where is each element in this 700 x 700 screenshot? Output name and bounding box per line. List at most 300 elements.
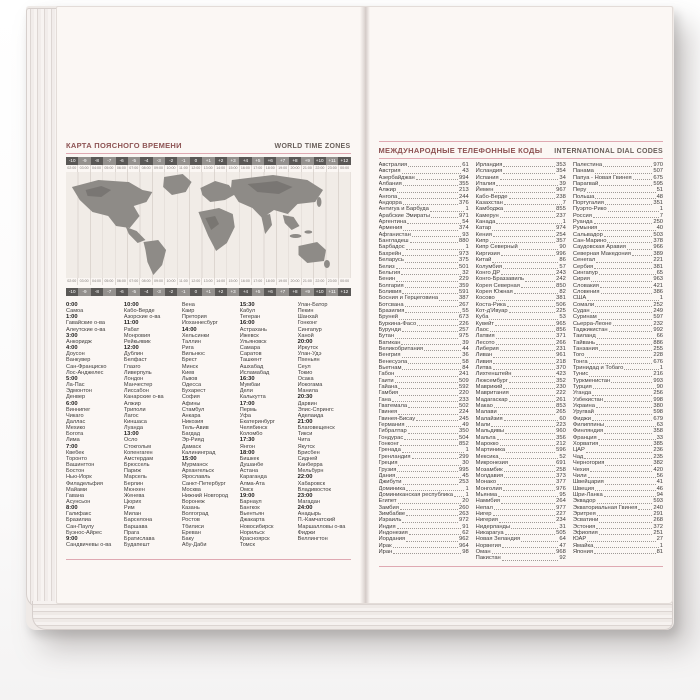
dial-code-value: 961 — [556, 352, 566, 359]
timezone-time-header: 10:00 — [123, 302, 139, 308]
dial-code-value: 501 — [459, 263, 469, 270]
country-name: Ангола — [378, 193, 398, 200]
dial-code-value: 299 — [459, 453, 469, 460]
dial-code-value: 853 — [556, 403, 566, 410]
dial-code-value: 41 — [656, 479, 663, 486]
dial-code-value: 977 — [556, 504, 566, 511]
local-time-cell: 21:00 — [301, 278, 313, 285]
timezone-city: Одесса — [181, 382, 202, 389]
timezone-city: Гавана — [66, 492, 85, 499]
dot-leader — [402, 369, 461, 370]
country-name: Латвия — [475, 333, 495, 340]
country-name: Гвинея-Бисау — [378, 415, 416, 422]
timezone-city: Дублин — [123, 351, 144, 358]
dial-code-value: 90 — [559, 244, 566, 251]
timezone-city: Мехико — [66, 425, 86, 432]
dial-code-value: 233 — [459, 396, 469, 403]
dot-leader — [399, 319, 458, 320]
dial-code-value: 381 — [653, 263, 663, 270]
dot-leader — [594, 268, 652, 269]
utc-offset-cell: -9 — [78, 288, 90, 296]
dial-code-value: 359 — [459, 282, 469, 289]
timezone-city: Рабат — [123, 326, 140, 333]
dial-code-value: 967 — [556, 187, 566, 194]
dial-code-value: 225 — [556, 307, 566, 314]
country-name: Бельгия — [378, 269, 401, 276]
dot-leader — [591, 312, 653, 313]
dot-leader — [605, 426, 656, 427]
dial-code-entry — [476, 555, 566, 561]
timezone-city: Токио — [297, 369, 313, 376]
dial-code-value: 243 — [556, 269, 566, 276]
timezone-city: Триполи — [123, 406, 146, 413]
dot-leader — [496, 338, 555, 339]
local-time-cell: 00:00 — [338, 165, 350, 172]
timezone-city: Лиссабон — [123, 388, 149, 395]
dot-leader — [500, 217, 555, 218]
dial-code-value: 264 — [556, 498, 566, 505]
timezone-city: Якутск — [297, 443, 315, 450]
dot-leader — [406, 249, 465, 250]
country-name: Либерия — [475, 345, 499, 352]
timezone-city: Канарские о-ва — [123, 394, 164, 401]
utc-offset-cell: -3 — [153, 288, 165, 296]
country-name: Бруней — [378, 314, 399, 321]
country-name: Дания — [378, 472, 396, 479]
country-name: Монако — [475, 479, 497, 486]
local-time-cell: 17:00 — [251, 278, 263, 285]
dot-leader — [599, 274, 656, 275]
country-name: Иордания — [378, 536, 406, 543]
timezone-city: Саратов — [239, 351, 262, 358]
dot-leader — [595, 173, 652, 174]
dot-leader — [403, 185, 458, 186]
timezone-city: Париж — [123, 468, 142, 475]
utc-offset-cell: -10 — [66, 288, 78, 296]
timezone-city: Самоа — [66, 308, 84, 315]
utc-offset-cell: -8 — [91, 157, 103, 165]
timezone-city: Душанбе — [239, 462, 264, 469]
dial-code-value: 36 — [462, 352, 469, 359]
dot-leader — [633, 179, 653, 180]
dial-code-value: 377 — [556, 479, 566, 486]
dot-leader — [598, 319, 653, 320]
utc-offset-cell: +11 — [326, 288, 338, 296]
dot-leader — [512, 376, 555, 377]
country-name: Сомали — [572, 301, 595, 308]
country-name: Монголия — [475, 485, 502, 492]
dot-leader — [396, 477, 461, 478]
timezone-city: Белфаст — [123, 357, 147, 364]
timezone-city: Буэнос-Айрес — [66, 529, 102, 536]
dial-code-value: 358 — [653, 428, 663, 435]
country-name: Румыния — [572, 225, 598, 232]
dial-code-value: 222 — [556, 390, 566, 397]
timezone-city: Мюнхен — [123, 486, 145, 493]
dial-code-value: 216 — [653, 371, 663, 378]
country-name: Бангладеш — [378, 238, 409, 245]
dial-code-value: 1 — [659, 365, 663, 371]
timezone-city: Киншаса — [123, 418, 147, 425]
country-name: Кения — [475, 231, 492, 238]
timezone-city: Азорские о-ва — [123, 314, 161, 321]
dial-code-value: 213 — [459, 187, 469, 194]
dot-leader — [594, 553, 656, 554]
local-time-cell: 03:00 — [77, 165, 89, 172]
dot-leader — [507, 306, 555, 307]
dot-leader — [601, 293, 653, 294]
dot-leader — [396, 268, 458, 269]
timezone-city: Вашингтон — [66, 462, 95, 469]
dot-leader — [417, 325, 458, 326]
timezone-city: Ла-Пас — [66, 382, 85, 389]
local-time-cell: 14:00 — [214, 165, 226, 172]
dot-leader — [497, 439, 556, 440]
timezone-city: Караганда — [239, 474, 267, 481]
timezone-time-header: 20:30 — [297, 394, 313, 401]
dot-leader — [592, 395, 652, 396]
dial-code-value: 51 — [656, 187, 663, 194]
dial-code-value: 223 — [556, 422, 566, 429]
dial-code-value: 7 — [659, 212, 663, 219]
dial-code-value: 852 — [459, 441, 469, 448]
timezone-city: Астана — [239, 468, 259, 475]
timezone-city: Брест — [181, 357, 198, 364]
country-name: Кувейт — [475, 320, 495, 327]
dot-leader — [586, 452, 652, 453]
dial-code-value: 254 — [556, 231, 566, 238]
country-name: Бурунди — [378, 326, 401, 333]
dial-code-value: 229 — [459, 276, 469, 283]
country-name: Уганда — [572, 390, 592, 397]
dot-leader — [591, 281, 652, 282]
country-name: Польша — [572, 193, 595, 200]
dial-code-value: 228 — [653, 352, 663, 359]
local-time-cell: 19:00 — [276, 165, 288, 172]
country-name: Чили — [572, 472, 587, 479]
country-name: США — [572, 295, 587, 302]
dot-leader — [406, 541, 458, 542]
country-name: Венгрия — [378, 352, 401, 359]
dot-leader — [627, 249, 652, 250]
country-name: Ватикан — [378, 339, 401, 346]
timezone-city: Воронеж — [181, 499, 205, 505]
dial-code-value: 92 — [559, 555, 566, 562]
dial-code-value: 964 — [459, 542, 469, 549]
dot-leader — [397, 192, 458, 193]
dot-leader — [604, 401, 652, 402]
dot-leader — [504, 420, 559, 421]
dot-leader — [595, 306, 652, 307]
timezone-city: Квебек — [66, 449, 84, 456]
dial-code-value: 591 — [459, 288, 469, 295]
timezone-city: Луанда — [123, 425, 143, 432]
country-name: Лихтенштейн — [475, 371, 512, 378]
dial-code-value: 676 — [653, 358, 663, 365]
dot-leader — [402, 452, 465, 453]
timezone-city: Новосибирск — [239, 523, 274, 530]
country-name: Гана — [378, 396, 391, 403]
dot-leader — [401, 274, 461, 275]
dot-leader — [494, 509, 555, 510]
dot-leader — [509, 401, 556, 402]
timezone-city: Лагос — [123, 412, 139, 419]
dot-leader — [593, 388, 656, 389]
country-name: Гватемала — [378, 403, 408, 410]
dial-code-value: 34 — [559, 174, 566, 181]
timezone-city: Элис-Спрингс — [297, 406, 334, 413]
dial-code-value: 40 — [656, 225, 663, 232]
dial-code-value: 27 — [656, 536, 663, 543]
timezone-city: Барселона — [123, 517, 153, 524]
dot-leader — [587, 541, 655, 542]
utc-offset-cell: +1 — [202, 288, 214, 296]
timezone-city: Норильск — [239, 529, 265, 536]
dot-leader — [593, 217, 659, 218]
country-name: Сербия — [572, 263, 594, 270]
timezone-city: Женева — [123, 492, 145, 499]
dial-code-value: 257 — [459, 326, 469, 333]
dot-leader — [494, 192, 555, 193]
dial-code-value: 1 — [465, 244, 469, 251]
timezone-city: Баку — [181, 535, 194, 542]
dial-code-column — [379, 162, 469, 564]
timezone-city: Уфа — [239, 412, 251, 419]
timezone-city: Стамбул — [181, 406, 205, 413]
dial-code-value: 380 — [653, 403, 663, 410]
dial-code-value: 373 — [556, 472, 566, 479]
utc-offset-cell: +5 — [252, 288, 264, 296]
local-time-cell: 17:00 — [251, 165, 263, 172]
dial-code-value: 423 — [556, 371, 566, 378]
utc-offset-cell: -9 — [78, 157, 90, 165]
timezone-city: Копенгаген — [123, 449, 153, 456]
dial-code-value: 49 — [462, 422, 469, 429]
dial-code-value: 32 — [462, 269, 469, 276]
dot-leader — [503, 490, 555, 491]
dial-code-value: 234 — [556, 517, 566, 524]
dot-leader — [431, 217, 458, 218]
local-time-cell: 21:00 — [301, 165, 313, 172]
dot-leader — [395, 376, 458, 377]
dial-code-value: 970 — [653, 162, 663, 168]
utc-offset-cell: +6 — [264, 157, 276, 165]
utc-offset-cell: -4 — [140, 157, 152, 165]
dial-code-value: 1 — [465, 485, 469, 492]
dial-code-value: 47 — [559, 542, 566, 549]
local-time-cell: 09:00 — [152, 278, 164, 285]
country-name: Беларусь — [378, 257, 404, 264]
book-spread — [56, 6, 673, 604]
country-name: Китай — [475, 257, 492, 264]
timezone-city: Бостон — [66, 468, 85, 475]
timezone-city: Пхеньян — [297, 357, 320, 364]
timezone-city: Багдад — [181, 431, 201, 438]
dial-code-value: 372 — [653, 523, 663, 530]
country-name: Гайана — [378, 384, 398, 391]
dial-code-value: 64 — [559, 536, 566, 543]
local-time-cell: 20:00 — [288, 278, 300, 285]
country-name: Мальта — [475, 434, 496, 441]
dot-leader — [605, 204, 652, 205]
country-name: Мозамбик — [475, 466, 503, 473]
timezone-time-header: 15:00 — [181, 455, 197, 462]
country-name: Индонезия — [378, 529, 408, 536]
timezone-time-header: 24:00 — [297, 505, 313, 512]
country-name: Малайзия — [475, 415, 503, 422]
timezone-city: Янгон — [239, 443, 255, 450]
country-name: Антигуа и Барбуда — [378, 206, 429, 213]
utc-offset-cell: +11 — [326, 157, 338, 165]
country-name: Мали — [475, 422, 491, 429]
dial-code-value: 691 — [556, 460, 566, 467]
dot-leader — [408, 166, 461, 167]
dial-code-value: 63 — [656, 422, 663, 429]
country-name: Конго ДР — [475, 269, 501, 276]
dot-leader — [595, 198, 655, 199]
country-name: ЮАР — [572, 536, 587, 543]
country-name: Аргентина — [378, 219, 407, 226]
dial-code-value: 236 — [653, 447, 663, 454]
dot-leader — [398, 503, 462, 504]
timezone-city: Дели — [239, 388, 253, 395]
timezone-city: Сандвичевы о-ва — [66, 542, 112, 549]
local-time-cell: 06:00 — [115, 278, 127, 285]
dot-leader — [393, 553, 461, 554]
country-name: Йемен — [475, 187, 494, 194]
timezone-city: Магадан — [297, 499, 320, 505]
dot-leader — [506, 452, 555, 453]
dot-leader — [596, 344, 652, 345]
timezone-city: Рейкьявик — [123, 338, 151, 345]
local-time-cell: 02:00 — [67, 166, 77, 170]
timezone-city: Тикси — [297, 431, 313, 438]
country-name: Босния и Герцеговина — [378, 295, 439, 302]
dot-leader — [503, 166, 555, 167]
country-name: Словакия — [572, 282, 599, 289]
timezone-city: Даллас — [66, 418, 86, 425]
timezone-city: Мумбаи — [239, 382, 261, 389]
country-name: Марокко — [475, 441, 499, 448]
dial-code-value: 966 — [653, 244, 663, 251]
utc-offset-cell: -1 — [177, 157, 189, 165]
dot-leader — [402, 255, 458, 256]
dial-code-value: 245 — [459, 415, 469, 422]
dot-leader — [501, 255, 555, 256]
dial-code-value: 1 — [659, 542, 663, 549]
country-name: Индия — [378, 523, 396, 530]
country-name: Армения — [378, 225, 403, 232]
city-column — [298, 302, 351, 556]
country-name: Болгария — [378, 282, 404, 289]
country-name: Израиль — [378, 517, 402, 524]
local-time-cell: 11:00 — [177, 278, 189, 285]
country-name: Черногория — [572, 460, 605, 467]
local-time-cell: 05:00 — [102, 165, 114, 172]
local-time-cell: 10:00 — [164, 278, 176, 285]
timezone-city: Ханой — [297, 332, 314, 339]
timezone-city: Торонто — [66, 455, 88, 462]
country-name: Чад — [572, 453, 584, 460]
dot-leader — [604, 433, 652, 434]
dial-code-value: 81 — [656, 548, 663, 555]
country-name: Доминиканская республика — [378, 491, 454, 498]
dot-leader — [416, 420, 458, 421]
dot-leader — [395, 338, 458, 339]
dot-leader — [400, 445, 458, 446]
timezone-time-header: 13:00 — [123, 431, 139, 438]
timezone-city: Чикаго — [66, 412, 84, 419]
dot-leader — [396, 281, 458, 282]
dial-code-value: 382 — [653, 460, 663, 467]
dot-leader — [495, 325, 555, 326]
dial-code-value: 54 — [462, 219, 469, 226]
dial-code-value: 255 — [653, 345, 663, 352]
dial-code-value: 974 — [556, 225, 566, 232]
local-time-cell: 07:00 — [127, 278, 139, 285]
dial-code-value: 291 — [653, 510, 663, 517]
page-stack-left-edge — [26, 8, 59, 608]
dial-code-value: 960 — [556, 428, 566, 435]
country-name: Сирия — [572, 276, 590, 283]
dot-leader — [493, 515, 556, 516]
dial-code-list — [379, 162, 664, 567]
dial-code-value: 1 — [659, 206, 663, 213]
local-time-cell: 13:00 — [201, 165, 213, 172]
dial-code-value: 998 — [653, 396, 663, 403]
timezone-city: Минск — [181, 363, 198, 370]
dial-code-value: 1 — [562, 219, 566, 226]
utc-offset-cell: +8 — [289, 157, 301, 165]
country-name: Кипр — [475, 238, 489, 245]
country-name: Шри-Ланка — [572, 491, 603, 498]
timezone-city: Ростов — [181, 517, 200, 524]
country-name: Эсватини — [572, 517, 599, 524]
local-time-cell: 18:00 — [264, 278, 276, 285]
country-name: Джибути — [378, 479, 402, 486]
timezone-city: Алеутские о-ва — [66, 326, 106, 333]
country-name: Мальдивы — [475, 428, 505, 435]
dial-code-value: 33 — [656, 434, 663, 441]
local-time-cell: 16:00 — [239, 278, 251, 285]
country-name: Куба — [475, 314, 489, 321]
utc-offset-cell: +10 — [314, 157, 326, 165]
timezone-city: Бишкек — [239, 455, 260, 462]
dot-leader — [406, 426, 462, 427]
timezone-city: Денвер — [66, 394, 86, 401]
dot-leader — [503, 268, 558, 269]
timezone-time-header: 23:00 — [297, 492, 313, 499]
dot-leader — [505, 433, 555, 434]
dot-leader — [596, 407, 652, 408]
dot-leader — [502, 547, 558, 548]
dial-code-value: 598 — [653, 409, 663, 416]
left-page-title-en: WORLD TIME ZONES — [274, 143, 351, 150]
dot-leader — [405, 306, 458, 307]
local-time-cell: 15:00 — [226, 165, 238, 172]
country-name: Таджикистан — [572, 326, 608, 333]
country-name: Гаити — [378, 377, 394, 384]
timezone-city: Богота — [66, 431, 84, 438]
country-name: Гонконг — [378, 441, 399, 448]
local-time-cell: 08:00 — [139, 278, 151, 285]
country-name: Сьерра-Леоне — [572, 320, 612, 327]
dot-leader — [405, 262, 458, 263]
right-page-title-en: INTERNATIONAL DIAL CODES — [554, 148, 663, 155]
country-name: Эквадор — [572, 498, 596, 505]
dot-leader — [402, 173, 462, 174]
local-time-cell: 08:00 — [139, 165, 151, 172]
